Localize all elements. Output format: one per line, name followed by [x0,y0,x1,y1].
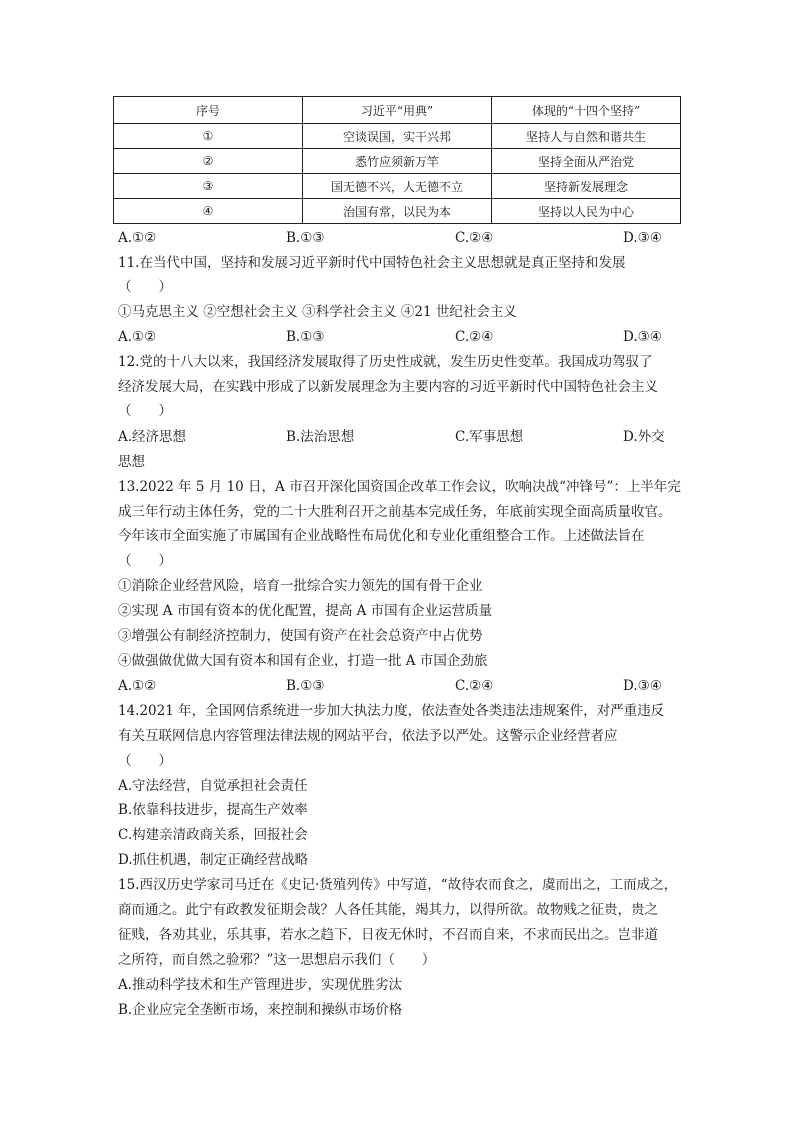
table-header-row [114,97,681,124]
table-cell: ② [114,149,303,174]
q15-option-b[interactable]: B.企业应完全垄断市场，来控制和操纵市场价格 [118,1002,403,1018]
table-cell: 治国有常，以民为本 [303,199,492,224]
table-cell: 坚持以人民为中心 [492,199,681,224]
q11-items: ①马克思主义 ②空想社会主义 ③科学社会主义 ④21 世纪社会主义 [118,304,517,320]
table-header: 体现的“十四个坚持” [492,97,681,124]
q10-option-a[interactable]: A.①② [118,230,157,246]
q13-option-d[interactable]: D.③④ [623,678,662,694]
table-cell: ③ [114,174,303,199]
q14-option-c[interactable]: C.构建亲清政商关系，回报社会 [118,827,308,843]
q15-stem-line: 之所符，而自然之验邪？”这一思想启示我们（ ） [118,952,436,968]
q14-option-a[interactable]: A.守法经营，自觉承担社会责任 [118,778,308,794]
q11-option-a[interactable]: A.①② [118,329,157,345]
table-cell: 悉竹应须新万竿 [303,149,492,174]
q13-item: ②实现 A 市国有资本的优化配置，提高 A 市国有企业运营质量 [118,603,493,619]
table-cell: 国无德不兴，人无德不立 [303,174,492,199]
q13-item: ①消除企业经营风险，培育一批综合实力领先的国有骨干企业 [118,578,483,594]
table-row [114,149,681,174]
table-row [114,124,681,149]
q10-option-d[interactable]: D.③④ [623,230,662,246]
table-cell: 坚持人与自然和谐共生 [492,124,681,149]
table-row [114,174,681,199]
q15-stem-line: 15.西汉历史学家司马迁在《史记·货殖列传》中写道，“故待农而食之，虞而出之，工而成之， [118,877,678,893]
q13-stem-line: 13.2022 年 5 月 10 日，A 市召开深化国资国企改革工作会议，吹响决战“冲锋号”：上半年完 [118,479,681,495]
q13-item: ④做强做优做大国有资本和国有企业，打造一批 A 市国企劲旅 [118,653,488,669]
q13-option-a[interactable]: A.①② [118,678,157,694]
q13-item: ③增强公有制经济控制力，使国有资产在社会总资产中占优势 [118,628,483,644]
q11-option-c[interactable]: C.②④ [455,329,494,345]
q12-stem-line: 经济发展大局，在实践中形成了以新发展理念为主要内容的习近平新时代中国特色社会主义 [118,379,658,395]
table-cell: ① [114,124,303,149]
q14-stem-line: 有关互联网信息内容管理法律法规的网站平台，依法予以严处。这警示企业经营者应 [118,728,618,744]
q14-option-b[interactable]: B.依靠科技进步，提高生产效率 [118,802,308,818]
q12-stem-line: 12.党的十八大以来，我国经济发展取得了历史性成就，发生历史性变革。我国成功驾驭了 [118,354,653,370]
q13-stem-line: 成三年行动主体任务，党的二十大胜利召开之前基本完成任务，年底前实现全面高质量收官。 [118,504,672,520]
q13-option-c[interactable]: C.②④ [455,678,494,694]
q12-option-d[interactable]: D.外交 [623,429,665,445]
q12-option-c[interactable]: C.军事思想 [455,429,524,445]
q11-blank: （ ） [118,279,172,295]
table-cell: ④ [114,199,303,224]
table-header: 序号 [114,97,303,124]
q11-stem: 11.在当代中国，坚持和发展习近平新时代中国特色社会主义思想就是真正坚持和发展 [118,255,626,271]
q15-stem-line: 征贱，各劝其业，乐其事，若水之趋下，日夜无休时，不召而自来，不求而民出之。岂非道 [118,927,658,943]
q13-stem-line: 今年该市全面实施了市属国有企业战略性布局优化和专业化重组整合工作。上述做法旨在 [118,528,645,544]
quote-table [113,96,681,224]
q13-option-b[interactable]: B.①③ [286,678,325,694]
q14-blank: （ ） [118,753,172,769]
q12-option-a[interactable]: A.经济思想 [118,429,187,445]
q15-option-a[interactable]: A.推动科学技术和生产管理进步，实现优胜劣汰 [118,977,403,993]
q12-blank: （ ） [118,403,172,419]
q10-option-c[interactable]: C.②④ [455,230,494,246]
q13-blank: （ ） [118,553,172,569]
table-cell: 空谈误国，实干兴邦 [303,124,492,149]
q12-option-b[interactable]: B.法治思想 [286,429,355,445]
q11-option-b[interactable]: B.①③ [286,329,325,345]
table-cell: 坚持新发展理念 [492,174,681,199]
table-cell: 坚持全面从严治党 [492,149,681,174]
q14-option-d[interactable]: D.抓住机遇，制定正确经营战略 [118,852,309,868]
table-row [114,199,681,224]
q10-option-b[interactable]: B.①③ [286,230,325,246]
q14-stem-line: 14.2021 年，全国网信系统进一步加大执法力度，依法查处各类违法违规案件，对严重违反 [118,703,665,719]
q15-stem-line: 商而通之。此宁有政教发征期会哉？人各任其能，竭其力，以得所欲。故物贱之征贵，贵之 [118,902,658,918]
table-header: 习近平“用典” [303,97,492,124]
q11-option-d[interactable]: D.③④ [623,329,662,345]
q12-option-d-wrap: 思想 [118,454,145,470]
